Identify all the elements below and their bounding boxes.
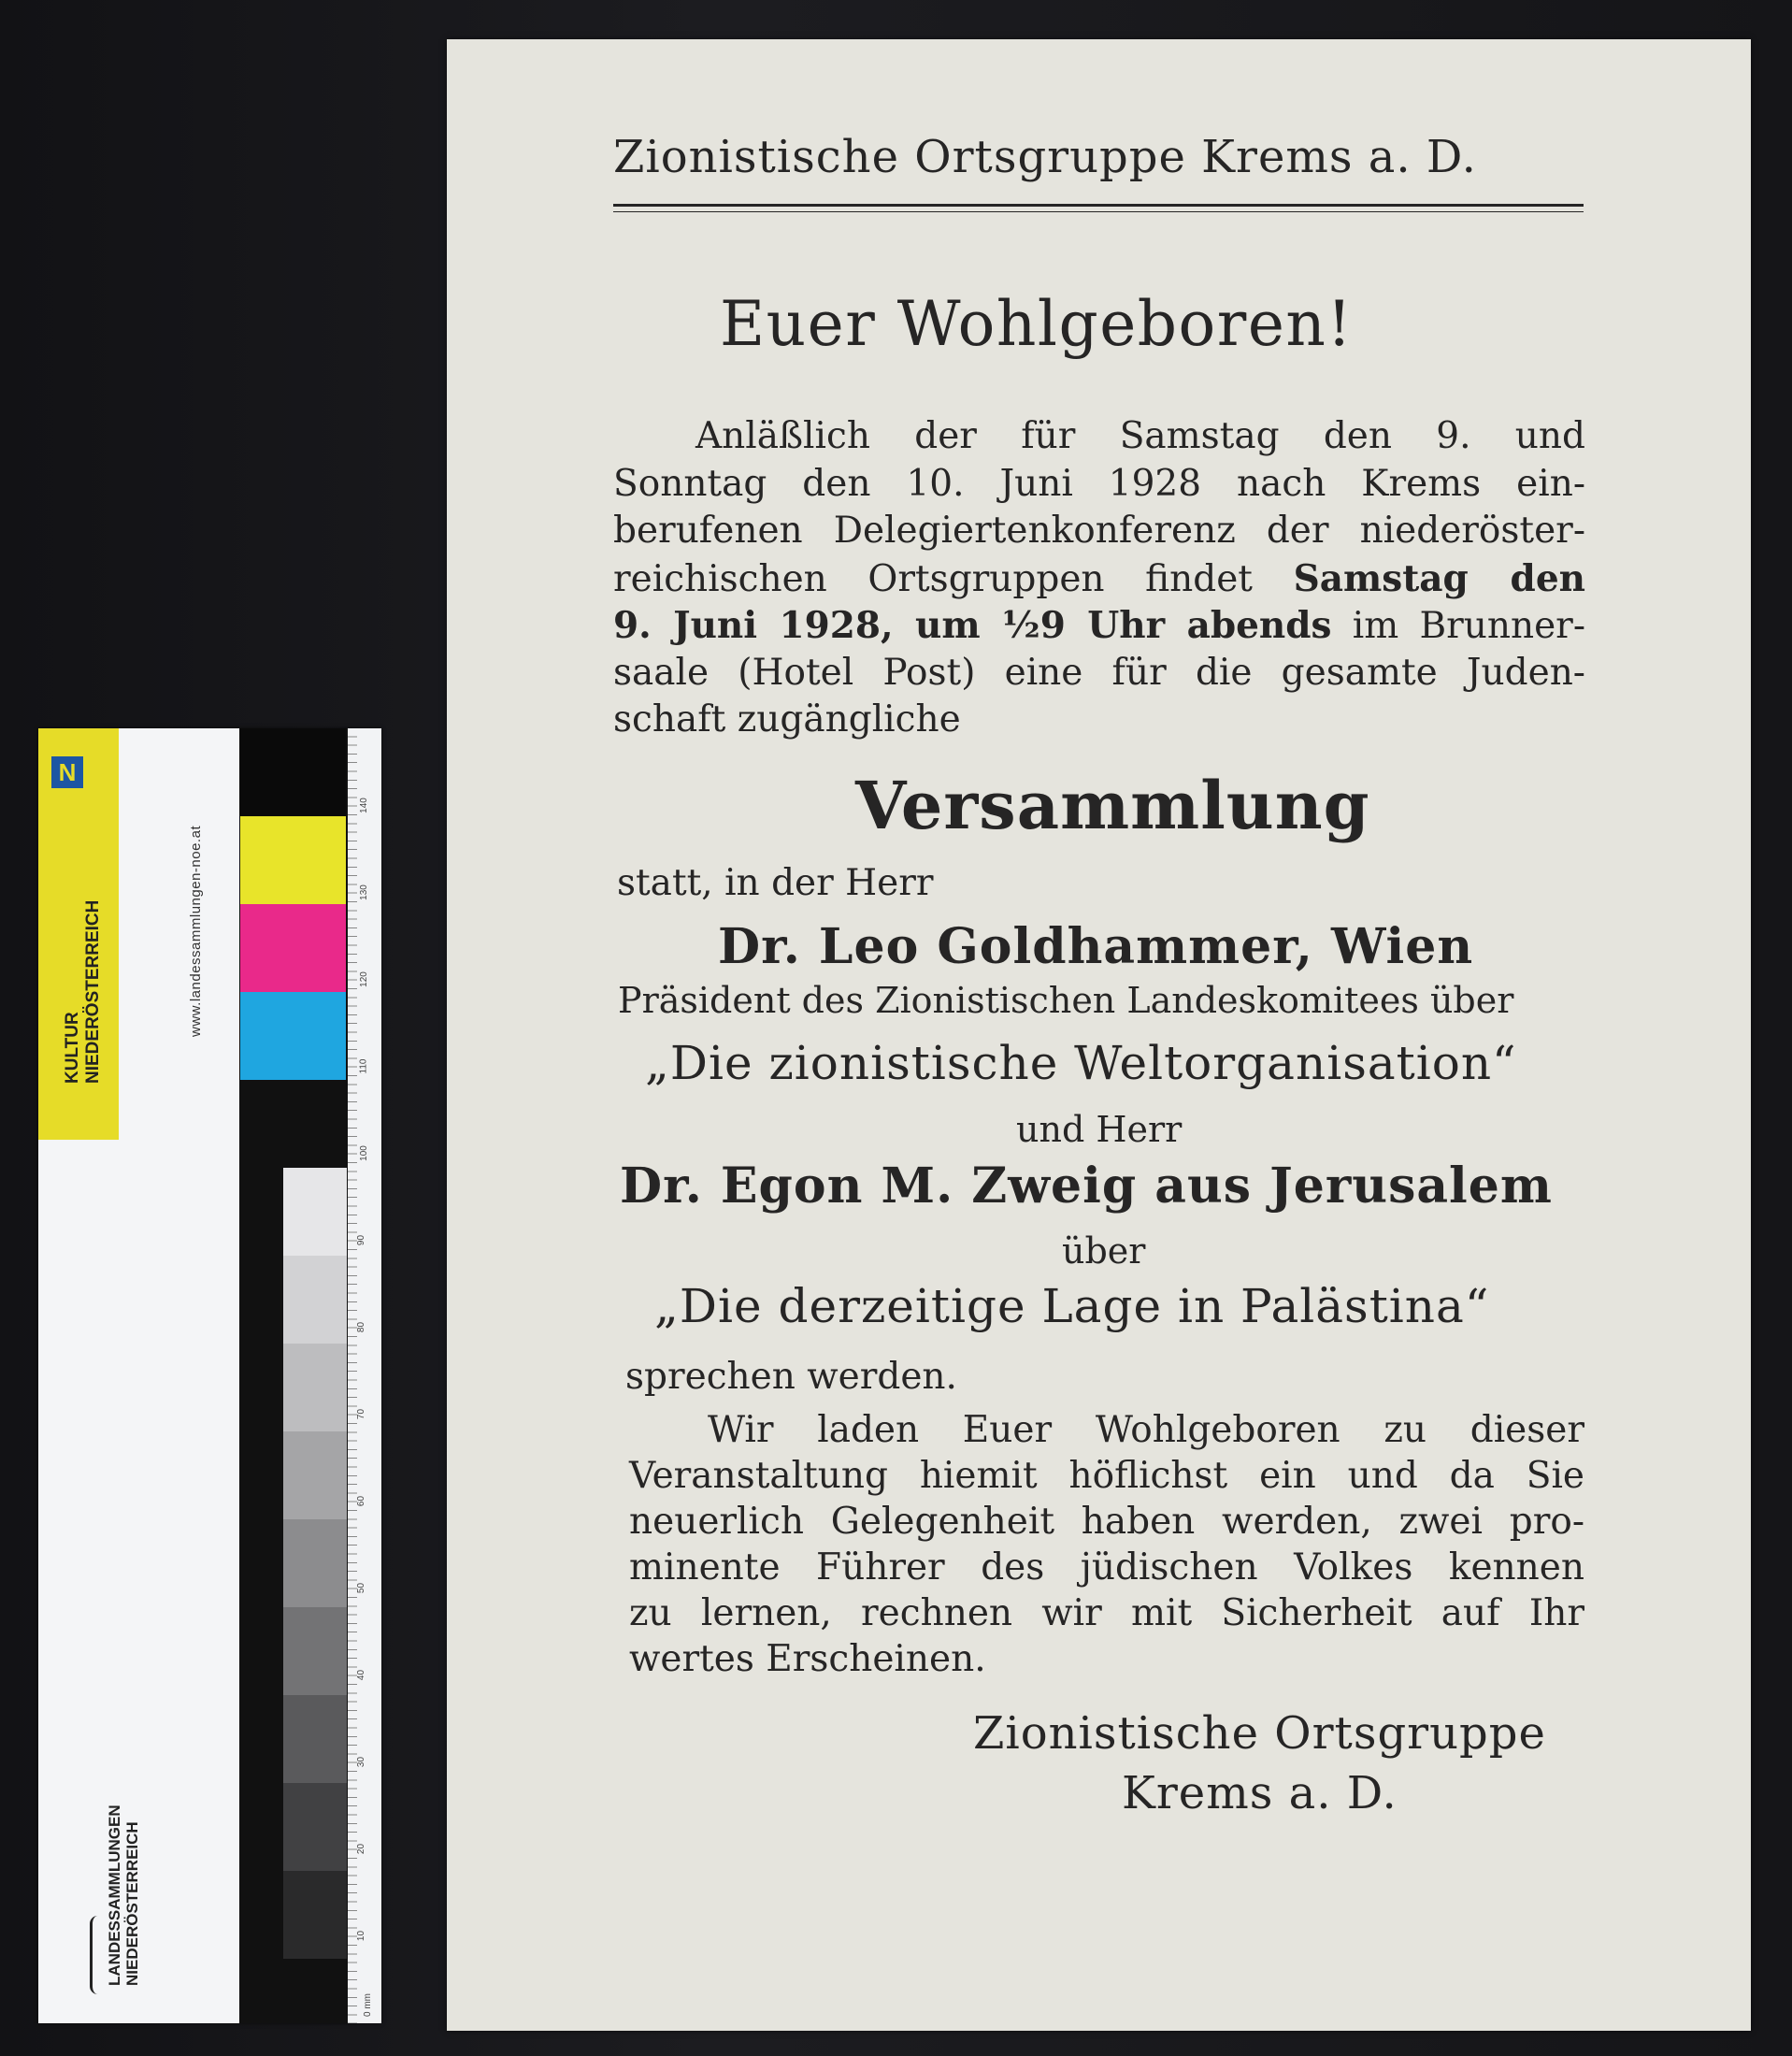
mm-ruler (348, 728, 381, 2023)
footer-line-1: LANDESSAMMLUNGEN (106, 1804, 123, 1986)
noe-logo-icon: N (51, 756, 83, 788)
will-speak-text: sprechen werden. (625, 1356, 957, 1398)
gray-step (283, 1695, 347, 1783)
line-text: im Brunner- (1352, 605, 1585, 647)
speaker-1-name: Dr. Leo Goldhammer, Wien (718, 918, 1474, 975)
paragraph-line: Anläßlich der für Samstag den 9. und (695, 415, 1585, 457)
gray-step (283, 1168, 347, 1256)
paragraph-line-mixed (613, 602, 1585, 650)
ruler-label: 50 (356, 1582, 367, 1594)
logo-line-2: NIEDERÖSTERREICH (83, 899, 103, 1084)
swatch-magenta (240, 904, 346, 992)
bold-time: 9. Juni 1928, um ½9 Uhr abends (613, 604, 1332, 647)
ruler-label: 140 (358, 798, 369, 813)
ruler-label: 120 (358, 971, 369, 987)
paragraph-line: zu lernen, rechnen wir mit Sicherheit auf Ihr (629, 1592, 1584, 1634)
speaker-2-name: Dr. Egon M. Zweig aus Jerusalem (620, 1157, 1553, 1215)
line-text: reichischen Ortsgruppen findet (613, 557, 1253, 600)
bold-date: Samstag den (1293, 556, 1585, 600)
closing-paragraph (629, 1407, 1584, 1682)
salutation: Euer Wohlgeboren! (720, 288, 1354, 360)
swatch-black (240, 728, 346, 816)
header-rule-thick (613, 204, 1584, 207)
ruler-label: 130 (358, 884, 369, 900)
ruler-label: 90 (356, 1234, 367, 1246)
invitation-paragraph (613, 413, 1585, 744)
paragraph-line: saale (Hotel Post) eine für die gesamte Juden- (613, 651, 1585, 694)
topic-2: „Die derzeitige Lage in Palästina“ (654, 1279, 1490, 1333)
website-url: www.landessammlungen-noe.at (188, 825, 204, 1037)
intro-speaker-text: statt, in der Herr (617, 862, 934, 904)
event-title: Versammlung (855, 767, 1370, 844)
scale-reference-card (38, 728, 381, 2023)
paragraph-line: Sonntag den 10. Juni 1928 nach Krems ein- (613, 462, 1585, 505)
signature-organization: Zionistische Ortsgruppe (973, 1707, 1546, 1760)
paragraph-line: berufenen Delegiertenkonferenz der niederöster- (613, 510, 1585, 552)
paragraph-line: Wir laden Euer Wohlgeboren zu dieser (708, 1409, 1584, 1451)
ruler-label: 60 (356, 1495, 367, 1507)
ruler-label: 0 mm (363, 1993, 373, 2017)
paragraph-line: schaft zugängliche (613, 698, 961, 740)
ruler-label: 40 (356, 1669, 367, 1681)
gray-step (283, 1607, 347, 1695)
swatch-yellow (240, 816, 346, 904)
ruler-label: 70 (356, 1408, 367, 1420)
gray-step (283, 1871, 347, 1959)
gray-step (283, 1519, 347, 1607)
footer-line-2: NIEDERÖSTERREICH (123, 1821, 141, 1986)
ruler-label: 30 (356, 1756, 367, 1768)
and-speaker-text: und Herr (1016, 1109, 1183, 1150)
paragraph-line: Veranstaltung hiemit höflichst ein und da Sie (629, 1455, 1584, 1497)
ruler-label: 80 (356, 1321, 367, 1333)
signature-location: Krems a. D. (1122, 1767, 1398, 1819)
paragraph-line-mixed (613, 555, 1585, 603)
landessammlungen-brace-icon (90, 1916, 106, 1994)
swatch-cyan (240, 992, 346, 1080)
gray-step (283, 1256, 347, 1344)
topic-1: „Die zionistische Weltorganisation“ (645, 1036, 1517, 1090)
gray-step (283, 1431, 347, 1519)
header-organization: Zionistische Ortsgruppe Krems a. D. (613, 131, 1477, 183)
ruler-label: 110 (358, 1058, 369, 1074)
gray-step (283, 1959, 347, 2023)
header-rule-thin (613, 211, 1584, 212)
paragraph-line: minente Führer des jüdischen Volkes kennen (629, 1546, 1584, 1589)
speaker-1-role: Präsident des Zionistischen Landeskomitees über (618, 980, 1514, 1021)
ruler-label: 10 (356, 1930, 367, 1942)
kultur-logo-text (63, 900, 104, 1084)
paragraph-line: wertes Erscheinen. (629, 1638, 986, 1680)
ruler-label: 100 (358, 1145, 369, 1161)
about-text: über (1062, 1230, 1146, 1272)
logo-line-1: KULTUR (63, 1012, 82, 1084)
landessammlungen-logo (106, 1804, 141, 1986)
gray-step (283, 1344, 347, 1431)
gray-step (283, 1783, 347, 1871)
ruler-label: 20 (356, 1843, 367, 1855)
paragraph-line: neuerlich Gelegenheit haben werden, zwei pro- (629, 1501, 1584, 1543)
